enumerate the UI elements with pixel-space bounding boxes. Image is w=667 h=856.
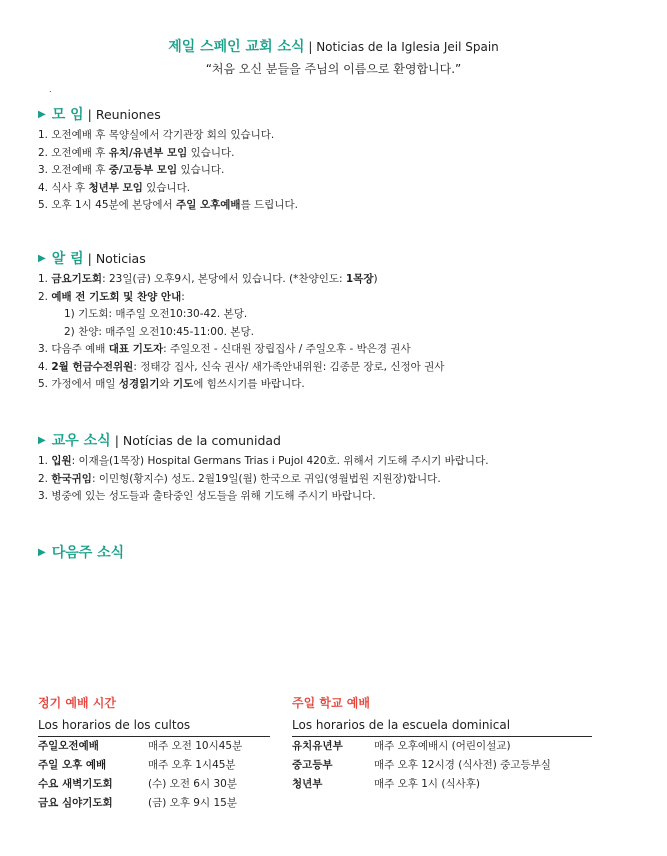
item-text: 3. 다음주 예배 [38, 343, 109, 355]
section-title-korean: 교우 소식 [51, 433, 111, 449]
schedule-row [38, 794, 270, 813]
list-item [38, 324, 638, 342]
triangle-bullet-icon: ▶ [38, 252, 46, 264]
schedule-time: 매주 오전 10시45분 [148, 740, 243, 752]
schedule-row [38, 775, 270, 794]
section-heading [38, 104, 638, 124]
list-item [38, 306, 638, 324]
title-separator: | [304, 40, 317, 54]
section-noticias [38, 248, 638, 394]
section-title-korean: 모 임 [51, 107, 84, 123]
sunday-school-schedule [292, 694, 592, 794]
schedule-service-name: 중고등부 [292, 759, 333, 771]
list-item [38, 376, 638, 394]
item-text: 4. [38, 360, 52, 373]
bold-text: 성경읽기 [118, 378, 160, 390]
section-comunidad [38, 430, 638, 506]
schedule-rows [292, 737, 592, 794]
bulletin-header [0, 38, 667, 78]
bold-text: 주일 오후예배 [176, 199, 241, 211]
bold-text: 중/고등부 모임 [108, 164, 178, 176]
item-text: : 23일(금) 오후9시, 본당에서 있습니다. (*찬양인도: [102, 273, 346, 285]
schedule-time: (금) 오후 9시 15분 [148, 797, 237, 809]
item-text: 3. 오전예배 후 [38, 164, 109, 176]
schedule-time: 매주 오후 1시45분 [148, 759, 236, 771]
bold-text: 한국귀임 [51, 472, 92, 485]
section-next-week [38, 542, 638, 565]
item-text: 와 [159, 378, 173, 390]
item-text: 에 힘쓰시기를 바랍니다. [193, 378, 305, 390]
list-item [38, 145, 638, 163]
list-item [38, 271, 638, 289]
list-item [38, 359, 638, 377]
schedule-subtitle: Los horarios de los cultos [38, 716, 270, 737]
schedule-row [38, 737, 270, 756]
section-title-spanish: | Noticias [87, 250, 146, 266]
list-item [38, 341, 638, 359]
schedule-service-name: 수요 새벽기도회 [38, 778, 113, 790]
welcome-subtitle: “처음 오신 분들을 주님의 이름으로 환영합니다.” [205, 62, 462, 76]
schedule-time: 매주 오후 12시경 (식사전) 중고등부실 [374, 759, 551, 771]
schedule-service-name: 청년부 [292, 778, 323, 790]
item-text: 4. 식사 후 [38, 181, 89, 194]
list-item [38, 289, 638, 307]
bold-text: 대표 기도자 [108, 343, 164, 355]
item-text: 를 드립니다. [240, 199, 298, 211]
item-text: : 이민형(황지수) 성도. 2월19일(월) 한국으로 귀임(영월법원 지원장)합니다. [91, 472, 441, 485]
schedule-service-name: 주일 오후 예배 [38, 759, 107, 771]
item-text: 3. 병중에 있는 성도들과 출타중인 성도들을 위해 기도해 주시기 바랍니다. [38, 490, 376, 502]
schedule-service-name: 유치유년부 [292, 740, 343, 752]
item-text: 1. [38, 455, 52, 467]
section-items [38, 127, 638, 215]
schedule-service-name: 금요 심야기도회 [38, 797, 113, 809]
item-text: 2. 오전예배 후 [38, 146, 109, 159]
item-text: : 정태강 집사, 신숙 권사/ 새가족안내위원: 김종문 장로, 신정아 권사 [133, 360, 445, 373]
item-text: ) [373, 273, 378, 285]
bold-text: 예배 전 기도회 및 찬양 안내 [51, 290, 182, 303]
schedule-row [292, 775, 592, 794]
section-heading [38, 248, 638, 268]
list-item [38, 162, 638, 180]
title-spanish: Noticias de la Iglesia Jeil Spain [316, 40, 499, 54]
list-item [38, 453, 638, 471]
item-text: 2. [38, 290, 52, 303]
schedule-service-name: 주일오전예배 [38, 740, 99, 752]
schedule-title: 정기 예배 시간 [38, 696, 116, 710]
section-title-spanish: | Reuniones [87, 106, 161, 122]
schedule-row [292, 756, 592, 775]
item-text: 5. 가정에서 매일 [38, 378, 119, 390]
title-korean: 제일 스페인 교회 소식 [168, 39, 305, 55]
item-text: 1. [38, 273, 52, 285]
list-item [38, 488, 638, 506]
bold-text: 청년부 모임 [88, 181, 143, 194]
item-text: 5. 오후 1시 45분에 본당에서 [38, 199, 177, 211]
schedule-row [38, 756, 270, 775]
list-item [38, 180, 638, 198]
section-title-korean: 다음주 소식 [51, 545, 125, 561]
item-text: : 이재을(1목장) Hospital Germans Trias i Pujol 420호. 위해서 기도해 주시기 바랍니다. [71, 455, 489, 467]
section-title-korean: 알 림 [51, 251, 84, 267]
section-heading [38, 430, 638, 450]
section-title-spanish: | Notícias de la comunidad [114, 432, 281, 448]
item-text: 2) 찬양: 매주일 오전10:45-11:00. 본당. [64, 325, 254, 338]
worship-schedule [38, 694, 270, 813]
schedule-rows [38, 737, 270, 813]
item-text: 1. 오전예배 후 목양실에서 각기관장 회의 있습니다. [38, 129, 275, 141]
stray-dot: . [49, 85, 52, 94]
list-item [38, 471, 638, 489]
section-reuniones [38, 104, 638, 215]
item-text: 1) 기도회: 매주일 오전10:30-42. 본당. [64, 308, 248, 320]
bulletin-title [0, 38, 667, 56]
schedule-subtitle: Los horarios de la escuela dominical [292, 716, 592, 737]
schedule-title: 주일 학교 예배 [292, 696, 370, 710]
item-text: 있습니다. [142, 181, 191, 194]
list-item [38, 197, 638, 215]
bold-text: 유치/유년부 모임 [108, 146, 188, 159]
triangle-bullet-icon: ▶ [38, 108, 46, 120]
section-items [38, 271, 638, 394]
triangle-bullet-icon: ▶ [38, 434, 46, 446]
list-item [38, 127, 638, 145]
item-text: 2. [38, 472, 52, 485]
schedule-row [292, 737, 592, 756]
item-text: : 주일오전 - 신대원 장립집사 / 주일오후 - 박은경 권사 [163, 343, 411, 355]
schedule-time: (수) 오전 6시 30분 [148, 778, 237, 790]
section-heading [38, 542, 638, 562]
schedule-time: 매주 오후 1시 (식사후) [374, 778, 481, 790]
bold-text: 기도 [172, 378, 194, 390]
schedule-time: 매주 오후예배시 (어린이설교) [374, 740, 511, 752]
item-text: 있습니다. [177, 164, 225, 176]
triangle-bullet-icon: ▶ [38, 546, 46, 558]
bold-text: 입원 [51, 455, 72, 467]
item-text: 있습니다. [187, 146, 235, 159]
item-text: : [181, 290, 185, 303]
bold-text: 금요기도회 [51, 273, 103, 285]
bold-text: 1목장 [345, 273, 374, 285]
bold-text: 2월 헌금수전위원 [51, 360, 134, 373]
section-items [38, 453, 638, 506]
